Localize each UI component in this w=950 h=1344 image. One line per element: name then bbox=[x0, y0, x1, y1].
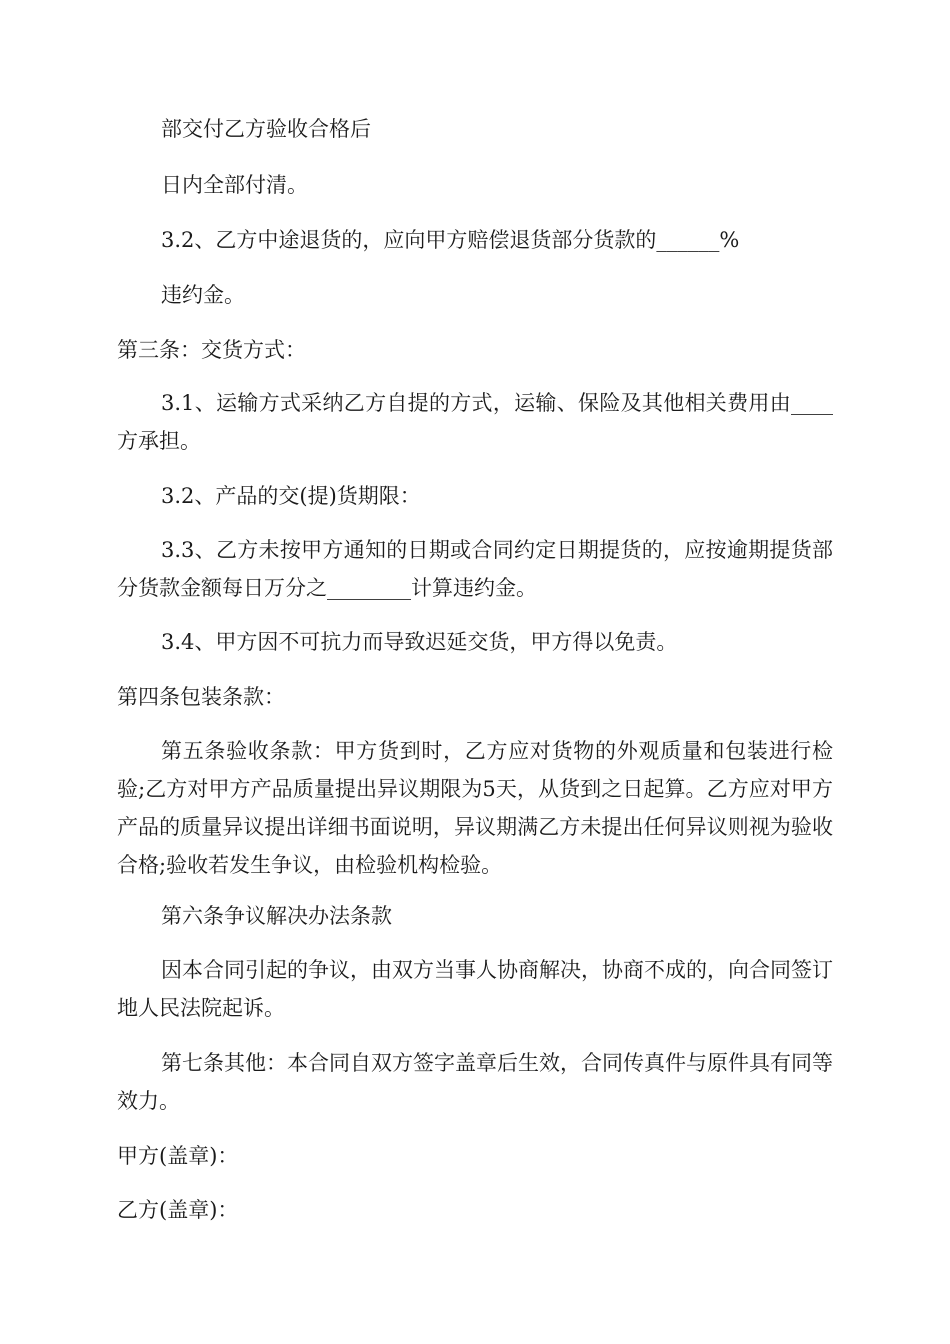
signature-party-b: 乙方(盖章)： bbox=[117, 1198, 239, 1222]
paragraph-penalty: 违约金。 bbox=[161, 283, 245, 307]
paragraph-clause-3-1: 3.1、运输方式采纳乙方自提的方式，运输、保险及其他相关费用由____方承担。 bbox=[117, 391, 833, 453]
paragraph-article-5: 第五条验收条款：甲方货到时，乙方应对货物的外观质量和包装进行检验;乙方对甲方产品质量提出异议期限为5天，从货到之日起算。乙方应对甲方产品的质量异议提出详细书面说明，异议期满乙方未提出任何异议则视为验收合格;验收若发生争议，由检验机构检验。 bbox=[117, 739, 833, 877]
heading-article-4: 第四条包装条款： bbox=[117, 685, 285, 709]
paragraph-clause-3-4: 3.4、甲方因不可抗力而导致迟延交货，甲方得以免责。 bbox=[161, 630, 678, 654]
paragraph-article-7: 第七条其他：本合同自双方签字盖章后生效，合同传真件与原件具有同等效力。 bbox=[117, 1051, 833, 1113]
paragraph-payment-deadline: 日内全部付清。 bbox=[161, 173, 308, 197]
paragraph-clause-3-2-term: 3.2、产品的交(提)货期限： bbox=[161, 484, 421, 508]
heading-article-6: 第六条争议解决办法条款 bbox=[161, 904, 392, 928]
paragraph-payment-delivery: 部交付乙方验收合格后 bbox=[161, 117, 371, 141]
paragraph-clause-3-2-return: 3.2、乙方中途退货的，应向甲方赔偿退货部分货款的______% bbox=[161, 228, 740, 252]
signature-party-a: 甲方(盖章)： bbox=[117, 1144, 239, 1168]
paragraph-dispute-resolution: 因本合同引起的争议，由双方当事人协商解决，协商不成的，向合同签订地人民法院起诉。 bbox=[117, 958, 833, 1020]
heading-article-3: 第三条：交货方式： bbox=[117, 338, 306, 362]
paragraph-clause-3-3: 3.3、乙方未按甲方通知的日期或合同约定日期提货的，应按逾期提货部分货款金额每日万分之________计算违约金。 bbox=[117, 538, 833, 600]
